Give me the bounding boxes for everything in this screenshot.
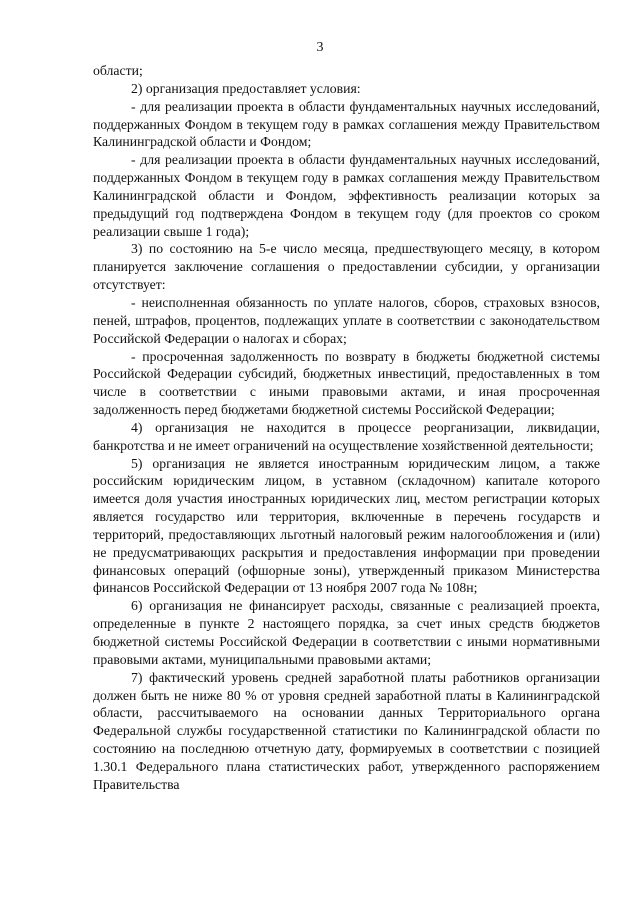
paragraph-item-2-condition-1: - для реализации проекта в области фундаментальных научных исследований, поддержанных Фондом в текущем году в рамках соглашения между Правительством Калининградской области и Фондом; bbox=[93, 98, 600, 150]
paragraph-item-7: 7) фактический уровень средней заработной платы работников организации должен быть не ниже 80 % от уровня средней заработной платы в Калининградской области, рассчитываемого на основании данных Территориального органа Федеральной службы государственной статистики по Калининградской области по состоянию на последнюю отчетную дату, формируемых в соответствии с позицией 1.30.1 Федерального плана статистических работ, утвержденного распоряжением Правительства bbox=[93, 669, 600, 792]
paragraph-item-6: 6) организация не финансирует расходы, связанные с реализацией проекта, определенные в пункте 2 настоящего порядка, за счет иных средств бюджетов бюджетной системы Российской Федерации в соответствии с иными нормативными правовыми актами, муниципальными правовыми актами; bbox=[93, 598, 600, 667]
paragraph-item-5: 5) организация не является иностранным юридическим лицом, а также российским юридическим лицом, в уставном (складочном) капитале которого имеется доля участия иностранных юридических лиц, местом регистрации которых является государство или территория, включенные в перечень государств и территорий, предоставляющих льготный налоговый режим налогообложения и (или) не предусматривающих раскрытия и предоставления информации при проведении финансовых операций (офшорные зоны), утвержденный приказом Министерства финансов Российской Федерации от 13 ноября 2007 года № 108н; bbox=[93, 455, 600, 596]
paragraph-item-3-condition-1: - неисполненная обязанность по уплате налогов, сборов, страховых взносов, пеней, штрафов, процентов, подлежащих уплате в соответствии с законодательством Российской Федерации о налогах и сборах; bbox=[93, 294, 600, 346]
paragraph-continuation: области; bbox=[93, 63, 143, 78]
paragraph-item-3: 3) по состоянию на 5-е число месяца, предшествующего месяцу, в котором планируется заключение соглашения о предоставлении субсидии, у организации отсутствует: bbox=[93, 241, 600, 293]
document-body bbox=[93, 62, 600, 794]
page-number: 3 bbox=[316, 40, 324, 55]
paragraph-item-3-condition-2: - просроченная задолженность по возврату в бюджеты бюджетной системы Российской Федерации субсидий, бюджетных инвестиций, предоставленных в том числе в соответствии с иными правовыми актами, и иная просроченная задолженность перед бюджетами бюджетной системы Российской Федерации; bbox=[93, 348, 600, 418]
paragraph-item-4: 4) организация не находится в процессе реорганизации, ликвидации, банкротства и не имеет ограничений на осуществление хозяйственной деятельности; bbox=[93, 419, 600, 453]
paragraph-item-2-condition-2: - для реализации проекта в области фундаментальных научных исследований, поддержанных Фондом в текущем году в рамках соглашения между Правительством Калининградской области и Фондом, эффективность реализации которых за предыдущий год подтверждена Фондом в текущем году (для проектов со сроком реализации свыше 1 года); bbox=[93, 152, 600, 239]
paragraph-item-2: 2) организация предоставляет условия: bbox=[131, 80, 361, 96]
